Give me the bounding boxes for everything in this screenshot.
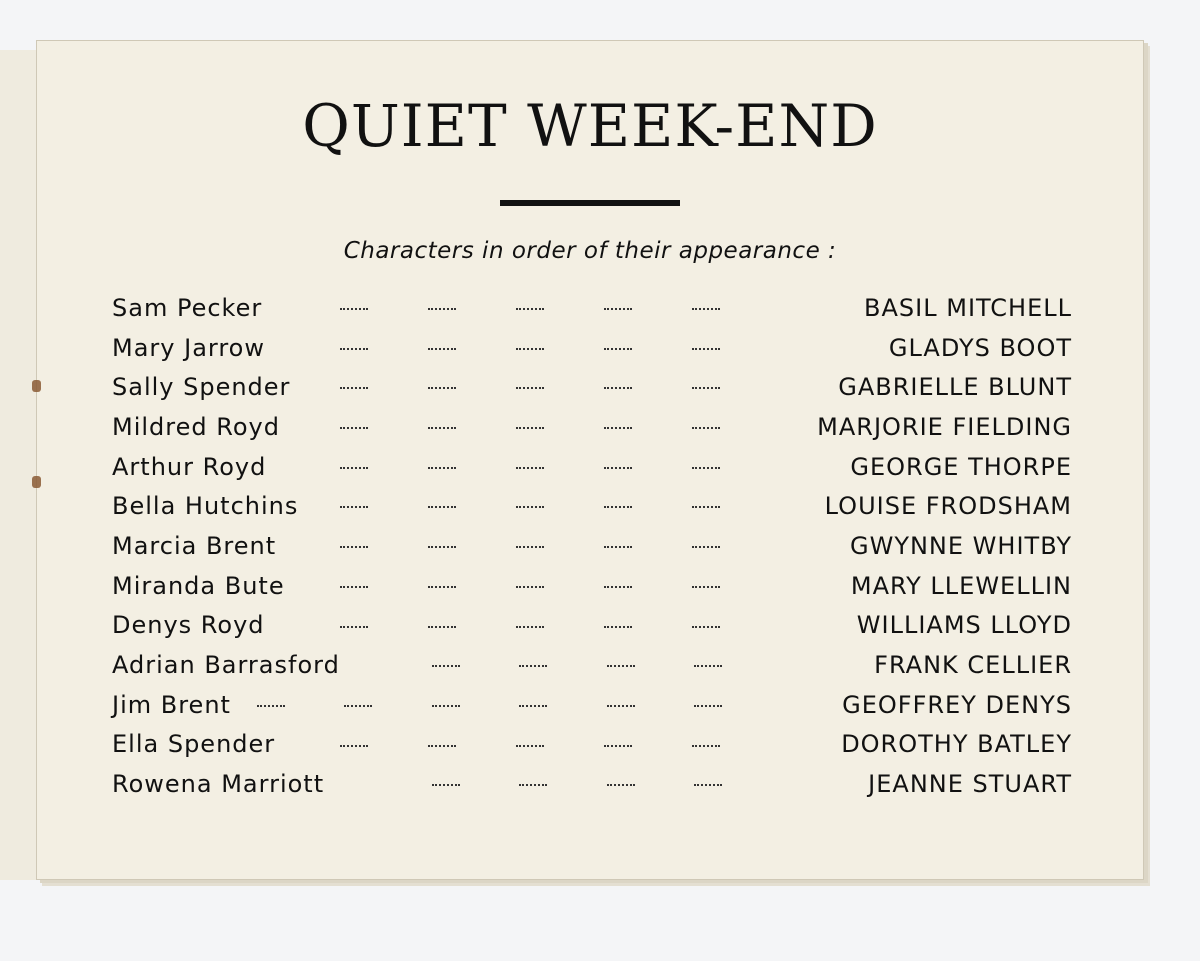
actor-name: GWYNNE WHITBY: [849, 531, 1072, 560]
dot-leader: [340, 379, 720, 399]
cast-row: [112, 645, 1072, 685]
dot-leader: [257, 697, 722, 717]
actor-name: JEANNE STUART: [868, 770, 1072, 799]
character-name: Sam Pecker: [112, 293, 263, 322]
character-name: Mildred Royd: [112, 412, 280, 441]
dot-leader: [340, 737, 720, 757]
dot-leader: [340, 340, 720, 360]
cast-row: [112, 606, 1072, 646]
actor-name: LOUISE FRODSHAM: [824, 492, 1072, 521]
character-name: Denys Royd: [112, 611, 265, 640]
actor-name: GLADYS BOOT: [888, 333, 1072, 362]
actor-name: BASIL MITCHELL: [864, 293, 1072, 322]
cast-row: [112, 725, 1072, 765]
dot-leader: [340, 419, 720, 439]
cast-row: [112, 367, 1072, 407]
character-name: Rowena Marriott: [112, 770, 325, 799]
cast-row: [112, 566, 1072, 606]
character-name: Adrian Barrasford: [112, 651, 340, 680]
character-name: Bella Hutchins: [112, 492, 299, 521]
cast-subtitle: Characters in order of their appearance :: [343, 238, 837, 264]
staple-mark: [32, 380, 41, 392]
dot-leader: [340, 538, 720, 558]
dot-leader: [432, 776, 722, 796]
play-title: QUIET WEEK-END: [302, 92, 878, 160]
character-name: Arthur Royd: [112, 452, 267, 481]
actor-name: MARJORIE FIELDING: [817, 412, 1072, 441]
actor-name: GEORGE THORPE: [850, 452, 1072, 481]
character-name: Miranda Bute: [112, 571, 285, 600]
character-name: Mary Jarrow: [112, 333, 265, 362]
actor-name: GABRIELLE BLUNT: [838, 373, 1072, 402]
actor-name: MARY LLEWELLIN: [850, 571, 1072, 600]
cast-row: [112, 526, 1072, 566]
staple-mark: [32, 476, 41, 488]
actor-name: DOROTHY BATLEY: [841, 730, 1072, 759]
cast-row: [112, 328, 1072, 368]
cast-row: [112, 447, 1072, 487]
actor-name: GEOFFREY DENYS: [842, 690, 1072, 719]
cast-row: [112, 685, 1072, 725]
dot-leader: [340, 498, 720, 518]
previous-page-edge: [0, 50, 41, 880]
character-name: Marcia Brent: [112, 531, 277, 560]
cast-list: [112, 288, 1072, 804]
dot-leader: [340, 300, 720, 320]
title-underline: [500, 200, 680, 206]
dot-leader: [340, 459, 720, 479]
dot-leader: [340, 618, 720, 638]
cast-row: [112, 764, 1072, 804]
dot-leader: [340, 578, 720, 598]
actor-name: FRANK CELLIER: [874, 651, 1072, 680]
cast-row: [112, 288, 1072, 328]
actor-name: WILLIAMS LLOYD: [856, 611, 1072, 640]
character-name: Ella Spender: [112, 730, 276, 759]
character-name: Jim Brent: [112, 690, 231, 719]
cast-row: [112, 407, 1072, 447]
character-name: Sally Spender: [112, 373, 291, 402]
cast-row: [112, 486, 1072, 526]
dot-leader: [432, 657, 722, 677]
